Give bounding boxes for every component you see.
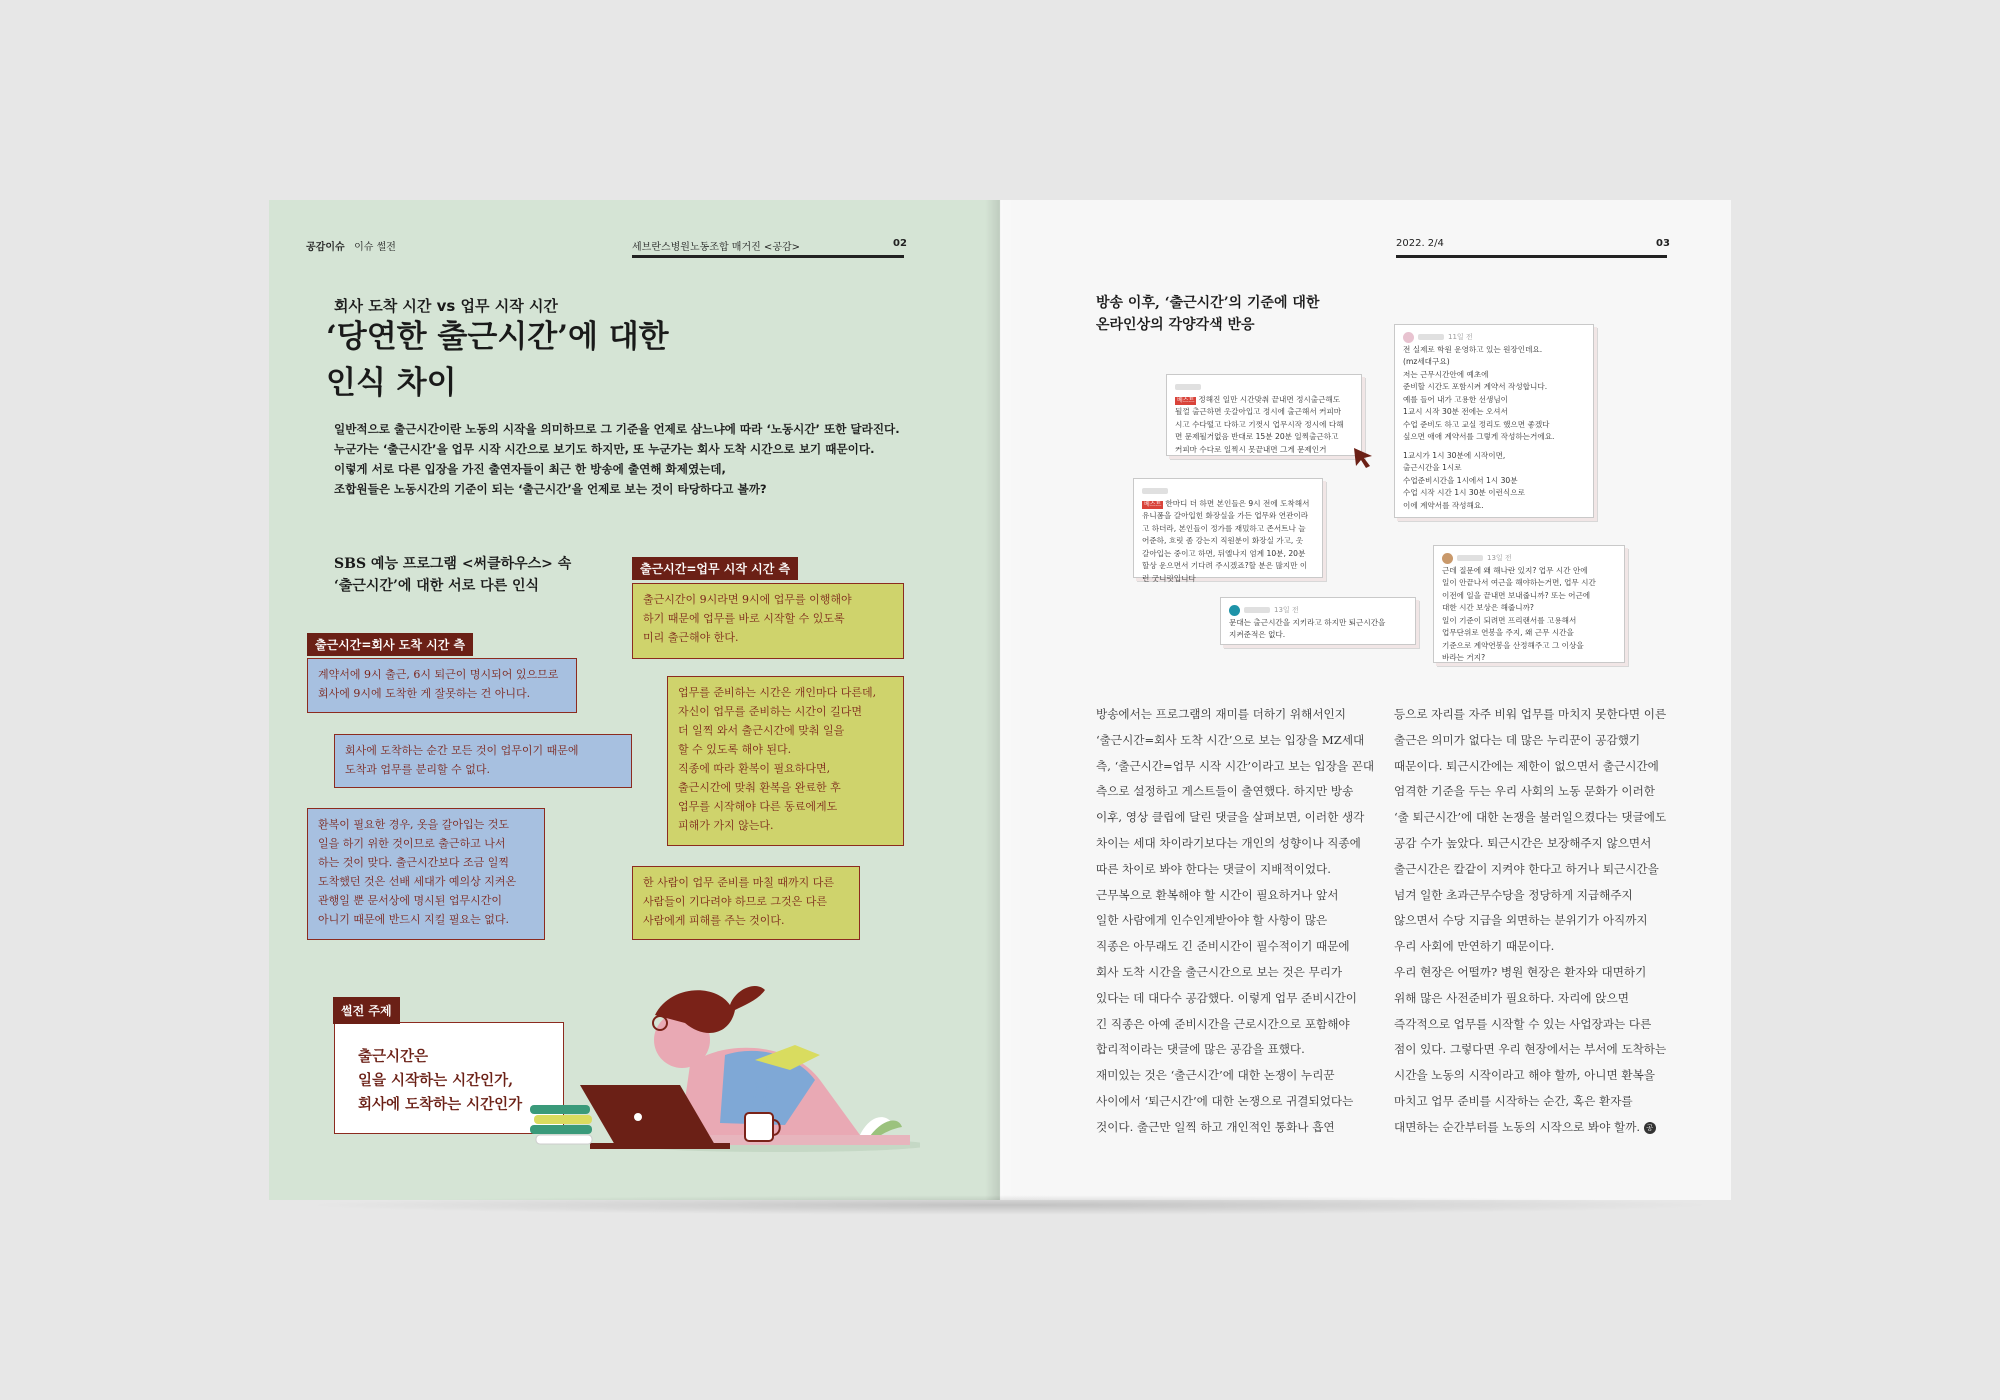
body-line-last bbox=[1394, 1115, 1666, 1141]
theme-tag: 썰전 주제 bbox=[333, 997, 400, 1024]
comment-time: 11일 전 bbox=[1448, 333, 1473, 341]
theme-line: 일을 시작하는 시간인가, bbox=[358, 1072, 514, 1089]
avatar bbox=[1442, 553, 1453, 564]
comment-line: 커피마 수다로 일찍시 못끝내면 그게 문제인거 bbox=[1175, 444, 1327, 454]
body-line: 시간을 노동의 시작이라고 해야 할까, 아니면 환복을 bbox=[1394, 1068, 1655, 1083]
page-title bbox=[326, 314, 669, 406]
body-line: 합리적이라는 댓글에 많은 공감을 표했다. bbox=[1096, 1042, 1305, 1057]
opinion-line: 도착과 업무를 분리할 수 없다. bbox=[345, 763, 490, 776]
body-line: ‘출근시간=회사 도착 시간’으로 보는 입장을 MZ세대 bbox=[1096, 732, 1365, 747]
page-shadow bbox=[300, 1195, 1720, 1215]
work-start-opinion-box bbox=[632, 866, 860, 940]
header-rule-left bbox=[632, 255, 904, 258]
comment-line: 할상 운으면서 기다려 주시겠죠?할 분은 많지만 이 bbox=[1142, 561, 1308, 570]
comment-card bbox=[1433, 545, 1625, 663]
body-line: 긴 직종은 아예 준비시간을 근로시간으로 포함해야 bbox=[1096, 1016, 1350, 1031]
body-line: 출근시간은 칼같이 지켜야 한다고 하거나 퇴근시간을 bbox=[1394, 861, 1659, 876]
body-line: 따른 차이로 봐야 한다는 댓글이 지배적이었다. bbox=[1096, 861, 1331, 876]
opinion-line: 회사에 9시에 도착한 게 잘못하는 건 아니다. bbox=[318, 687, 531, 700]
reaction-heading-line: 온라인상의 각양각색 반응 bbox=[1096, 317, 1255, 333]
comment-line: 출근시간을 1시로 bbox=[1403, 463, 1462, 472]
opinion-line: 사람에게 피해를 주는 것이다. bbox=[643, 914, 785, 927]
comment-time: 13일 전 bbox=[1274, 606, 1299, 614]
comment-line: 지켜준적은 없다. bbox=[1229, 630, 1286, 639]
avatar bbox=[1403, 332, 1414, 343]
tag-work-start: 출근시간=업무 시작 시간 측 bbox=[632, 557, 798, 580]
comment-line: 준비할 시간도 포함시켜 계약서 작성합니다. bbox=[1403, 382, 1548, 391]
body-line: 등으로 자리를 자주 비워 업무를 마치지 못한다면 이른 bbox=[1394, 707, 1667, 721]
best-badge: 베스트 bbox=[1144, 500, 1162, 508]
opinion-line: 미리 출근해야 한다. bbox=[643, 631, 739, 644]
body-line: 마치고 업무 준비를 시작하는 순간, 혹은 환자를 bbox=[1394, 1093, 1633, 1108]
kicker: 회사 도착 시간 vs 업무 시작 시간 bbox=[334, 297, 558, 315]
body-column-left bbox=[1096, 702, 1374, 1141]
comment-card bbox=[1220, 597, 1416, 645]
body-line: 일한 사람에게 인수인계받아야 할 사항이 많은 bbox=[1096, 913, 1328, 928]
comment-line: 저는 근무시간안에 예초에 bbox=[1403, 369, 1489, 379]
title-line: ‘당연한 출근시간’에 대한 bbox=[326, 319, 669, 355]
comment-line: 고 하더라, 본인들이 정가를 재밌하고 존서트나 늘 bbox=[1142, 523, 1306, 533]
section-subtitle: 이슈 썰전 bbox=[354, 242, 396, 253]
comment-line: 될껄 출근하면 옷갈아입고 정시에 출근해서 커피마 bbox=[1175, 407, 1342, 416]
lead-line: 조합원들은 노동시간의 기준이 되는 ‘출근시간’을 언제로 보는 것이 타당하다고 볼까? bbox=[334, 482, 767, 496]
issue-date: 2022. 2/4 bbox=[1396, 238, 1444, 249]
section-label bbox=[306, 238, 396, 253]
opinion-line: 자신이 업무를 준비하는 시간이 길다면 bbox=[678, 705, 863, 718]
comment-line: 유니폼을 갈아입힌 화장실을 가든 업무와 연관이라 bbox=[1142, 511, 1309, 520]
opinion-line: 더 일찍 와서 출근시간에 맞춰 일을 bbox=[678, 724, 845, 737]
body-line: 차이는 세대 차이라기보다는 개인의 성향이나 직종에 bbox=[1096, 835, 1361, 850]
comment-line: 문대는 출근시간을 지키라고 하지만 퇴근시간을 bbox=[1229, 617, 1386, 627]
page-number-left: 02 bbox=[893, 238, 907, 249]
arrival-opinion-box bbox=[307, 658, 577, 713]
title-line: 인식 차이 bbox=[326, 365, 457, 401]
comment-line: 대한 시간 보상은 해줍니까? bbox=[1442, 603, 1534, 612]
opinion-line: 환복이 필요한 경우, 옷을 갈아입는 것도 bbox=[318, 818, 509, 831]
body-line: 회사 도착 시간을 출근시간으로 보는 것은 무리가 bbox=[1096, 964, 1343, 979]
opinion-line: 일을 하기 위한 것이므로 출근하고 나서 bbox=[318, 837, 506, 850]
theme-line: 회사에 도착하는 시간인가 bbox=[358, 1096, 523, 1113]
comment-line: 일이 안끝나서 여근을 해야하는거면, 업무 시간 bbox=[1442, 578, 1596, 587]
sbs-heading-line: ‘출근시간’에 대한 서로 다른 인식 bbox=[334, 578, 540, 594]
lead-line: 일반적으로 출근시간이란 노동의 시작을 의미하므로 그 기준을 언제로 삼느냐에 따라 ‘노동시간’ 또한 달라진다. bbox=[334, 422, 900, 436]
body-line: 재미있는 것은 ‘출근시간’에 대한 논쟁이 누리꾼 bbox=[1096, 1068, 1335, 1083]
comment-card bbox=[1394, 324, 1594, 518]
sbs-heading-line: SBS 예능 프로그램 <써클하우스> 속 bbox=[334, 556, 572, 572]
comment-line: 수업 준비도 하고 교실 정리도 했으면 좋겠다 bbox=[1403, 419, 1550, 429]
comment-line: 일이 기준이 되려면 프리랜서를 고용해서 bbox=[1442, 615, 1577, 625]
lead-line: 누군가는 ‘출근시간’을 업무 시작 시간으로 보기도 하지만, 또 누군가는 회사 도착 시간으로 보기 때문이다. bbox=[334, 442, 875, 456]
body-line: 있다는 데 대다수 공감했다. 이렇게 업무 준비시간이 bbox=[1096, 990, 1357, 1005]
reaction-heading bbox=[1096, 292, 1319, 336]
comment-line: 수업준비시간을 1시에서 1시 30분 bbox=[1403, 475, 1518, 485]
opinion-line: 출근시간에 맞춰 환복을 완료한 후 bbox=[678, 781, 841, 794]
arrival-opinion-box bbox=[334, 734, 632, 788]
lead-line: 이렇게 서로 다른 입장을 가진 출연자들이 최근 한 방송에 출연해 화제였는데, bbox=[334, 462, 726, 476]
magazine-name: 세브란스병원노동조합 매거진 <공감> bbox=[632, 242, 801, 253]
avatar bbox=[1229, 605, 1240, 616]
body-line: 점이 있다. 그렇다면 우리 현장에서는 부서에 도착하는 bbox=[1394, 1042, 1667, 1057]
end-mark-icon: 공 bbox=[1644, 1122, 1656, 1134]
body-line: 측으로 설정하고 게스트들이 출연했다. 하지만 방송 bbox=[1096, 784, 1354, 799]
comment-line: 시고 수다떨고 다하고 기껏시 업무시작 정시에 다해 bbox=[1175, 419, 1344, 429]
opinion-line: 회사에 도착하는 순간 모든 것이 업무이기 때문에 bbox=[345, 744, 579, 757]
opinion-line: 직종에 따라 환복이 필요하다면, bbox=[678, 762, 831, 775]
comment-line: 전 실제로 학원 운영하고 있는 원장인데요. bbox=[1403, 344, 1543, 354]
opinion-line: 관행일 뿐 문서상에 명시된 업무시간이 bbox=[318, 894, 503, 907]
sbs-heading bbox=[334, 553, 571, 597]
comment-line: 근데 질문에 왜 해나란 있지? 업무 시간 안에 bbox=[1442, 565, 1588, 575]
body-column-right bbox=[1394, 702, 1666, 1141]
body-line: 우리 사회에 만연하기 때문이다. bbox=[1394, 939, 1555, 954]
work-start-opinion-box bbox=[667, 676, 904, 846]
comment-line: 1교시 시작 30분 전에는 오셔서 bbox=[1403, 407, 1508, 416]
comment-line: 기준으로 계약연봉을 산정해주고 그 이상을 bbox=[1442, 640, 1584, 650]
header-rule-right bbox=[1396, 255, 1667, 258]
body-line: 우리 현장은 어떨까? 병원 현장은 환자와 대면하기 bbox=[1394, 964, 1647, 979]
body-line: 즉각적으로 업무를 시작할 수 있는 사업장과는 다른 bbox=[1394, 1016, 1652, 1031]
comment-line: 이전에 일을 끝내면 보내줍니까? 또는 어근에 bbox=[1442, 590, 1591, 600]
lead-paragraph bbox=[334, 419, 900, 499]
body-line: 것이다. 출근만 일찍 하고 개인적인 통화나 흡연 bbox=[1096, 1119, 1335, 1134]
comment-line: 면 문제될거없음 반대로 15분 20분 일찍출근하고 bbox=[1175, 432, 1339, 441]
opinion-line: 도착했던 것은 선배 세대가 예의상 지켜온 bbox=[318, 875, 517, 888]
reaction-heading-line: 방송 이후, ‘출근시간’의 기준에 대한 bbox=[1096, 295, 1320, 311]
comment-line: (mz세대구요) bbox=[1403, 357, 1450, 366]
comment-line: 1교시가 1시 30분에 시작이면, bbox=[1403, 450, 1506, 460]
section-title: 공감이슈 bbox=[306, 242, 345, 253]
comment-card bbox=[1133, 478, 1323, 583]
body-line: 공감 수가 높았다. 퇴근시간은 보장해주지 않으면서 bbox=[1394, 835, 1652, 850]
opinion-line: 사람들이 기다려야 하므로 그것은 다른 bbox=[643, 895, 828, 908]
theme-line: 출근시간은 bbox=[358, 1048, 429, 1065]
page-number-right: 03 bbox=[1656, 238, 1670, 249]
body-line: 직종은 아무래도 긴 준비시간이 필수적이기 때문에 bbox=[1096, 939, 1350, 954]
comment-line: 예를 들어 내가 고용한 선생님이 bbox=[1403, 394, 1509, 404]
comment-card bbox=[1166, 374, 1362, 456]
body-line: 않으면서 수당 지급을 외면하는 분위기가 아직까지 bbox=[1394, 913, 1648, 928]
opinion-line: 계약서에 9시 출근, 6시 퇴근이 명시되어 있으므로 bbox=[318, 668, 559, 681]
comment-line: 갈아입는 중이고 하면, 뒤엘나지 엄계 10분, 20분 bbox=[1142, 548, 1306, 558]
comment-line: 한마디 더 하면 본인들은 9시 전에 도착해서 bbox=[1165, 498, 1310, 508]
comment-line: 바라는 거지? bbox=[1442, 653, 1486, 662]
comment-line: 업무단위로 연봉을 주지, 왜 근무 시간을 bbox=[1442, 628, 1574, 637]
body-line: 때문이다. 퇴근시간에는 제한이 없으면서 출근시간에 bbox=[1394, 758, 1659, 773]
body-line: 사이에서 ‘퇴근시간’에 대한 논쟁으로 귀결되었다는 bbox=[1096, 1093, 1354, 1108]
body-line: 이후, 영상 클립에 달린 댓글을 살펴보면, 이러한 생각 bbox=[1096, 810, 1365, 825]
opinion-line: 하기 때문에 업무를 바로 시작할 수 있도록 bbox=[643, 612, 845, 625]
body-line: 대면하는 순간부터를 노동의 시작으로 봐야 할까. bbox=[1394, 1119, 1641, 1134]
comment-line: 런 굿니릿입니다 bbox=[1142, 573, 1196, 583]
body-line: 측, ‘출근시간=업무 시작 시간’이라고 보는 입장을 꼰대 bbox=[1096, 758, 1375, 773]
opinion-line: 업무를 준비하는 시간은 개인마다 다른데, bbox=[678, 686, 877, 699]
cursor-arrow-icon bbox=[1352, 446, 1376, 470]
body-line: ‘출 퇴근시간’에 대한 논쟁을 불러일으켰다는 댓글에도 bbox=[1394, 810, 1667, 825]
opinion-line: 하는 것이 맞다. 출근시간보다 조금 일찍 bbox=[318, 856, 509, 869]
opinion-line: 출근시간이 9시라면 9시에 업무를 이행해야 bbox=[643, 593, 852, 606]
comment-line: 수업 시작 시간 1시 30분 이런식으로 bbox=[1403, 488, 1525, 497]
book-spine bbox=[985, 200, 1015, 1200]
body-line: 출근은 의미가 없다는 데 많은 누리꾼이 공감했기 bbox=[1394, 732, 1641, 747]
comment-line: 이에 계약서를 작성해요. bbox=[1403, 500, 1484, 510]
tag-arrival: 출근시간=회사 도착 시간 측 bbox=[307, 633, 473, 656]
worker-illustration bbox=[530, 945, 920, 1160]
opinion-line: 할 수 있도록 해야 된다. bbox=[678, 743, 792, 756]
comment-line: 정해진 일만 시간맞춰 끝내면 정시출근해도 bbox=[1198, 394, 1341, 404]
opinion-line: 아니기 때문에 반드시 지킬 필요는 없다. bbox=[318, 913, 509, 926]
work-start-opinion-box bbox=[632, 583, 904, 659]
body-line: 방송에서는 프로그램의 재미를 더하기 위해서인지 bbox=[1096, 707, 1346, 721]
theme-question bbox=[358, 1045, 522, 1117]
comment-time: 13일 전 bbox=[1487, 554, 1512, 562]
comment-line: 싶으면 애애 계약서를 그렇게 작성하는거에요. bbox=[1403, 432, 1555, 441]
body-line: 넘겨 일한 초과근무수당을 정당하게 지급해주지 bbox=[1394, 887, 1633, 902]
opinion-line: 업무를 시작해야 다른 동료에게도 bbox=[678, 800, 838, 813]
arrival-opinion-box bbox=[307, 808, 545, 940]
opinion-line: 피해가 가지 않는다. bbox=[678, 819, 774, 832]
body-line: 위해 많은 사전준비가 필요하다. 자리에 앉으면 bbox=[1394, 990, 1629, 1005]
body-line: 근무복으로 환복해야 할 시간이 필요하거나 앞서 bbox=[1096, 887, 1339, 902]
comment-line: 어준하, 흐릿 좀 강는지 직원분이 화장실 가고, 옷 bbox=[1142, 536, 1304, 545]
body-line: 엄격한 기준을 두는 우리 사회의 노동 문화가 이러한 bbox=[1394, 784, 1655, 799]
best-badge: 베스트 bbox=[1177, 396, 1195, 404]
opinion-line: 한 사람이 업무 준비를 마칠 때까지 다른 bbox=[643, 876, 834, 889]
